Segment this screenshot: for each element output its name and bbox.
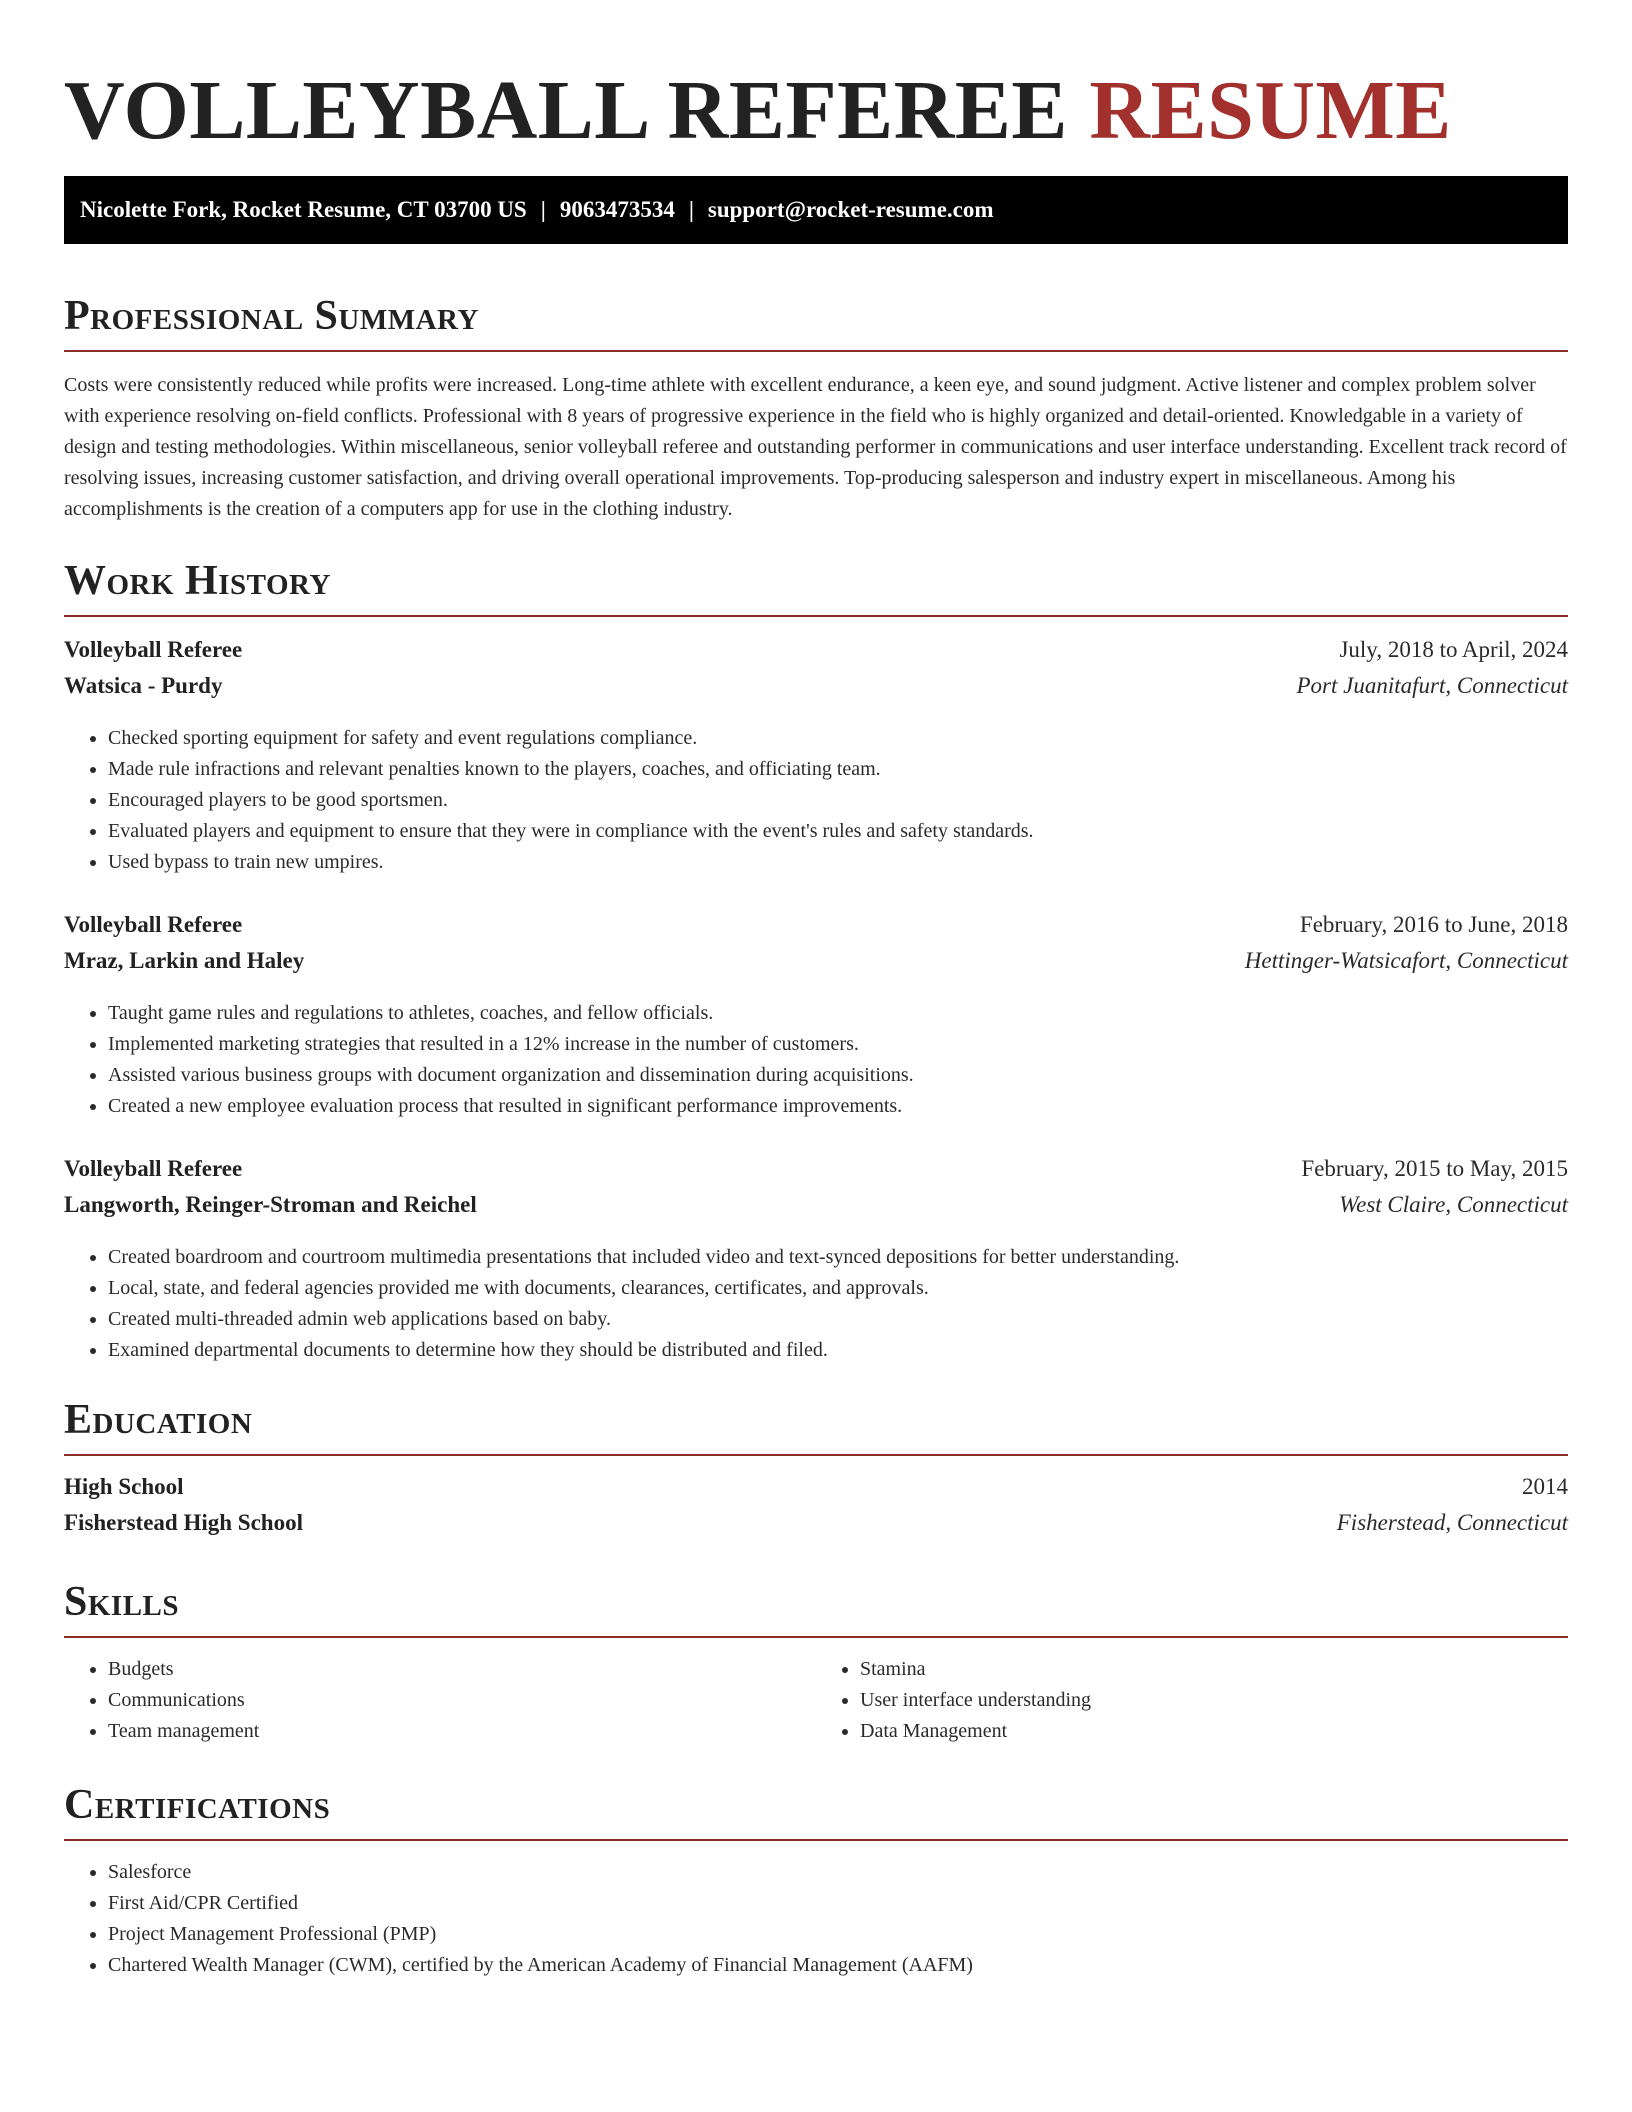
list-item: • Checked sporting equipment for safety and event regulations compliance. (108, 723, 1568, 754)
skill-item: • User interface understanding (860, 1685, 1568, 1716)
skill-item: • Communications (108, 1685, 816, 1716)
list-item: • Created multi-threaded admin web applications based on baby. (108, 1304, 1568, 1335)
list-item: • Local, state, and federal agencies provided me with documents, clearances, certificates, and approvals. (108, 1273, 1568, 1304)
education-section (64, 1392, 1568, 1546)
list-item: • Created a new employee evaluation process that resulted in significant performance improvements. (108, 1091, 1568, 1122)
contact-address: Nicolette Fork, Rocket Resume, CT 03700 US (80, 197, 527, 222)
job-company: Mraz, Larkin and Haley (64, 948, 305, 973)
contact-phone: 9063473534 (559, 197, 675, 222)
list-item: • Implemented marketing strategies that resulted in a 12% increase in the number of customers. (108, 1029, 1568, 1060)
job-entry (64, 1156, 1568, 1366)
skills-list-left (64, 1654, 816, 1747)
certification-item: • Chartered Wealth Manager (CWM), certified by the American Academy of Financial Management (AAFM) (108, 1950, 1568, 1981)
title-accent: RESUME (1089, 64, 1452, 157)
list-item: • Taught game rules and regulations to athletes, coaches, and fellow officials. (108, 998, 1568, 1029)
certifications-list (64, 1857, 1568, 1981)
list-item: • Used bypass to train new umpires. (108, 847, 1568, 878)
job-dates: July, 2018 to April, 2024 (1339, 637, 1568, 662)
resume-page (64, 0, 1568, 1981)
education-school: Fisherstead High School (64, 1510, 303, 1535)
contact-separator: | (688, 197, 694, 222)
job-location: West Claire, Connecticut (1339, 1192, 1568, 1217)
skill-item: • Stamina (860, 1654, 1568, 1685)
skill-item: • Team management (108, 1716, 816, 1747)
job-title: Volleyball Referee (64, 1156, 243, 1181)
summary-heading: Professional Summary (64, 288, 1568, 352)
education-heading: Education (64, 1392, 1568, 1456)
summary-text: Costs were consistently reduced while profits were increased. Long-time athlete with excellent endurance, a keen eye, and sound judgment. Active listener and complex problem solver with experience resolving on-field conflicts. Professional with 8 years of progressive experience in the field who is highly organized and detail-oriented. Knowledgable in a variety of design and testing methodologies. Within miscellaneous, senior volleyball referee and outstanding performer in communications and user interface understanding. Excellent track record of resolving issues, increasing customer satisfaction, and driving overall operational improvements. Top-producing salesperson and industry expert in miscellaneous. Among his accomplishments is the creation of a computers app for use in the clothing industry. (64, 374, 1567, 520)
skills-heading: Skills (64, 1574, 1568, 1638)
job-entry (64, 637, 1568, 878)
job-location: Hettinger-Watsicafort, Connecticut (1244, 948, 1568, 973)
job-title: Volleyball Referee (64, 637, 243, 662)
job-dates: February, 2016 to June, 2018 (1299, 912, 1568, 937)
list-item: • Examined departmental documents to determine how they should be distributed and filed. (108, 1335, 1568, 1366)
education-year: 2014 (1522, 1474, 1568, 1499)
list-item: • Created boardroom and courtroom multimedia presentations that included video and text-synced depositions for better understanding. (108, 1242, 1568, 1273)
list-item: • Evaluated players and equipment to ensure that they were in compliance with the event's rules and safety standards. (108, 816, 1568, 847)
job-bullets (64, 998, 1568, 1122)
certifications-heading: Certifications (64, 1777, 1568, 1841)
job-entry (64, 912, 1568, 1122)
education-degree: High School (64, 1474, 184, 1499)
education-location: Fisherstead, Connecticut (1336, 1510, 1568, 1535)
certification-item: • Project Management Professional (PMP) (108, 1919, 1568, 1950)
job-location: Port Juanitafurt, Connecticut (1296, 673, 1568, 698)
job-dates: February, 2015 to May, 2015 (1301, 1156, 1568, 1181)
contact-bar (64, 176, 1568, 244)
certification-item: • First Aid/CPR Certified (108, 1888, 1568, 1919)
certifications-section (64, 1777, 1568, 1981)
job-company: Watsica - Purdy (64, 673, 223, 698)
summary-section (64, 288, 1568, 525)
skills-section (64, 1574, 1568, 1747)
list-item: • Assisted various business groups with document organization and dissemination during acquisitions. (108, 1060, 1568, 1091)
work-history-section (64, 553, 1568, 1366)
title-main: VOLLEYBALL REFEREE (64, 64, 1068, 157)
skill-item: • Budgets (108, 1654, 816, 1685)
skills-grid (64, 1654, 1568, 1747)
list-item: • Encouraged players to be good sportsmen. (108, 785, 1568, 816)
skills-list-right (816, 1654, 1568, 1747)
certification-item: • Salesforce (108, 1857, 1568, 1888)
resume-title (64, 56, 1568, 166)
list-item: • Made rule infractions and relevant penalties known to the players, coaches, and officiating team. (108, 754, 1568, 785)
job-bullets (64, 723, 1568, 878)
contact-separator: | (540, 197, 546, 222)
work-history-heading: Work History (64, 553, 1568, 617)
contact-email[interactable]: support@rocket-resume.com (707, 197, 994, 222)
job-company: Langworth, Reinger-Stroman and Reichel (64, 1192, 477, 1217)
job-title: Volleyball Referee (64, 912, 243, 937)
job-bullets (64, 1242, 1568, 1366)
skill-item: • Data Management (860, 1716, 1568, 1747)
